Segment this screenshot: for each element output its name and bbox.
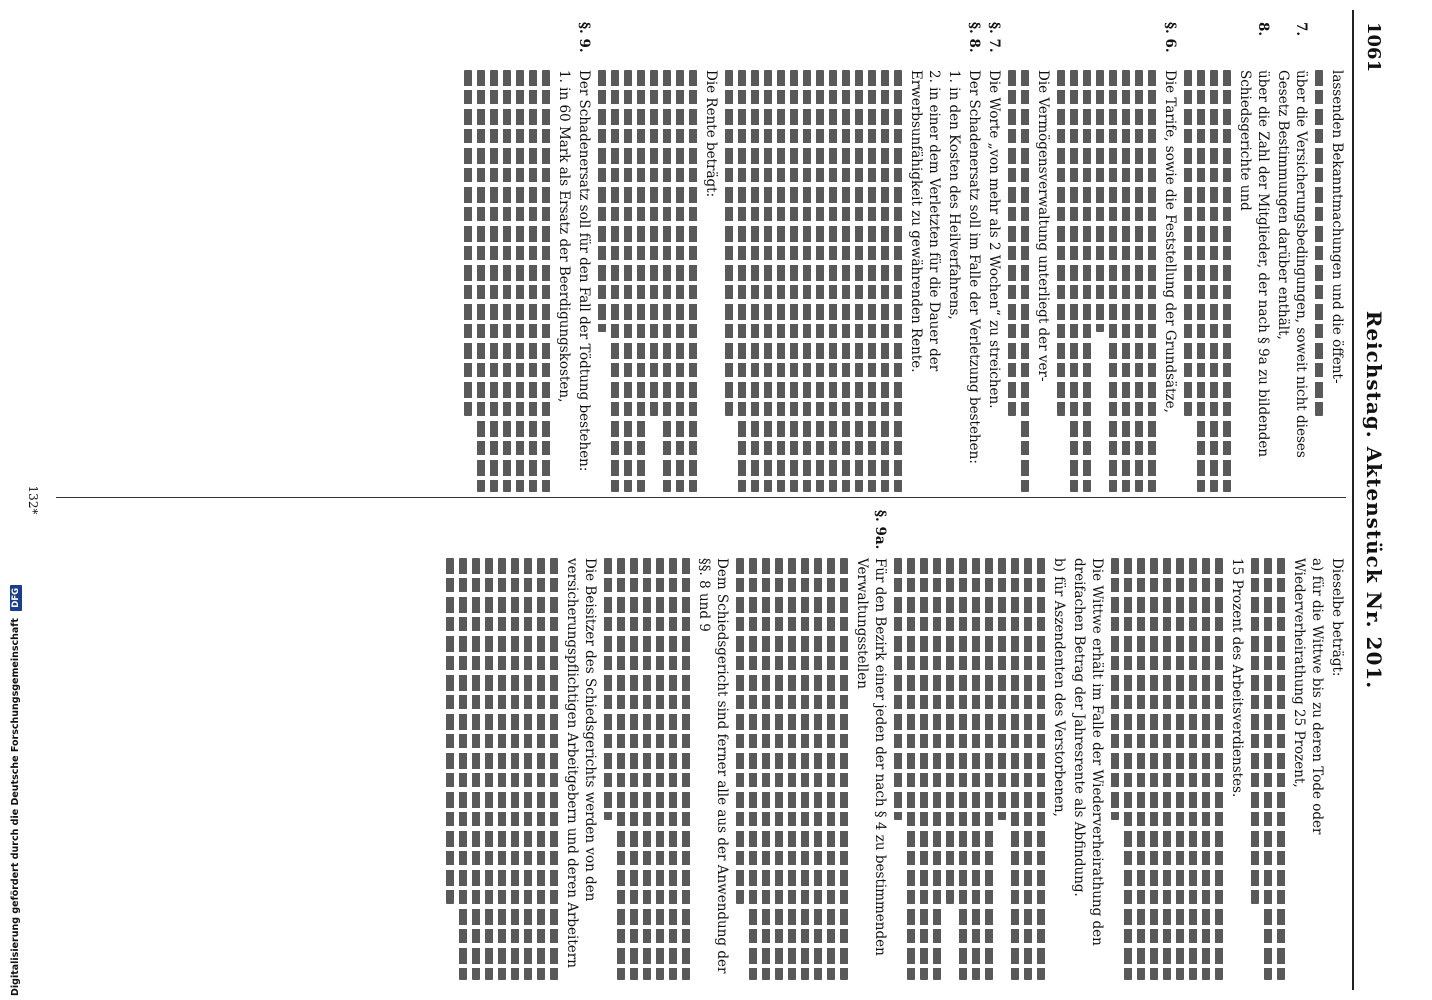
- text-line: [637, 70, 645, 492]
- text-line: [1070, 70, 1078, 492]
- paragraph: §. 6. Die Tarife, sowie die Feststellung der Grundsätze,: [1057, 22, 1179, 492]
- text-line: [894, 70, 902, 492]
- text-line: [550, 558, 558, 980]
- text-line: [630, 558, 638, 980]
- document-page: [2, 0, 1392, 1000]
- text-line: [1150, 558, 1158, 980]
- text-line: [537, 558, 545, 980]
- text-line: [933, 558, 941, 980]
- text-line: [998, 558, 1006, 820]
- text-line: [959, 558, 967, 980]
- paragraph: §. 9. Der Schadenersatz soll für den Fall der Tödtung bestehen:: [576, 22, 592, 472]
- text-line: [524, 558, 532, 980]
- text-line: [611, 70, 619, 492]
- text-line: [516, 70, 524, 492]
- text-line: [762, 558, 770, 980]
- text-line: [1148, 70, 1156, 492]
- paragraph: lassenden Bekanntmachungen und die öffent-: [1315, 22, 1346, 492]
- section-number: §. 9.: [576, 22, 592, 53]
- text-line: [736, 558, 744, 904]
- text-line: [751, 70, 759, 492]
- paragraph: Dem Schiedsgericht sind ferner alle aus der Anwendung der §§. 8 und 9: [604, 510, 731, 980]
- text-line: [446, 558, 454, 904]
- text-line: [1083, 70, 1091, 492]
- text-line: [511, 558, 519, 980]
- text-line: [788, 558, 796, 980]
- text-line: [1021, 70, 1029, 492]
- text-line: [803, 70, 811, 492]
- section-number: 8.: [1255, 22, 1271, 37]
- text-line: [656, 558, 664, 980]
- section-number: §. 8.: [966, 22, 982, 53]
- left-column: [46, 22, 1346, 492]
- text-line: [1122, 70, 1130, 492]
- text-line: [459, 558, 467, 980]
- page-header: [1352, 0, 1386, 1000]
- text-line: [920, 558, 928, 980]
- paragraph: Die Vermögensverwaltung unterliegt der ver-: [1008, 22, 1052, 492]
- text-line: [894, 558, 902, 820]
- text-line: [842, 70, 850, 492]
- text-line: [485, 558, 493, 980]
- text-line: [604, 558, 612, 820]
- digitization-credit: [10, 587, 22, 996]
- text-line: [1111, 558, 1119, 820]
- right-column: [46, 510, 1346, 980]
- text-line: [1215, 558, 1223, 980]
- text-line: [529, 70, 537, 492]
- text-line: [1011, 558, 1019, 980]
- text-line: [1096, 70, 1104, 332]
- text-line: [775, 558, 783, 980]
- text-line: [881, 70, 889, 492]
- paragraph: Die Rente beträgt:: [598, 22, 720, 492]
- text-line: [490, 70, 498, 492]
- text-line: [472, 558, 480, 980]
- text-line: [689, 70, 697, 492]
- signature-mark: 132*: [26, 485, 40, 515]
- section-number: 7.: [1293, 22, 1309, 37]
- paragraph: §. 8. Der Schadenersatz soll im Falle der Verletzung bestehen:: [966, 22, 982, 464]
- text-line: [1137, 558, 1145, 980]
- paragraph: 7. über die Versicherungsbedingungen, soweit nicht dieses Gesetz Bestimmungen darüber enthält,: [1275, 22, 1309, 458]
- text-line: [907, 558, 915, 980]
- text-line: [868, 70, 876, 492]
- text-line: [1210, 70, 1218, 492]
- text-line: [840, 558, 848, 980]
- text-line: [1189, 558, 1197, 980]
- text-line: [676, 70, 684, 492]
- text-line: [503, 70, 511, 492]
- text-line: [801, 558, 809, 980]
- text-line: [682, 558, 690, 980]
- text-line: [738, 70, 746, 492]
- paragraph: Die Wittwe erhält im Falle der Wiederverheirathung den dreifachen Betrag der Jahresrente als Abfindung.: [1071, 558, 1105, 946]
- list-item: 2. in einer dem Verletzten für die Dauer der Erwerbsunfähigkeit zu gewährenden Rente.: [725, 22, 943, 492]
- header-rule: [1352, 10, 1354, 990]
- text-line: [985, 558, 993, 980]
- text-line: [1163, 558, 1171, 980]
- text-line: [814, 558, 822, 980]
- text-line: [1176, 558, 1184, 980]
- text-line: [477, 70, 485, 492]
- text-line: [617, 558, 625, 980]
- text-line: [643, 558, 651, 980]
- text-line: [816, 70, 824, 492]
- text-line: [725, 70, 733, 416]
- paragraph: 8. über die Zahl der Mitglieder, der nach § 9a zu bildenden Schiedsgerichte und: [1184, 22, 1272, 492]
- column-divider: [56, 497, 1346, 498]
- text-line: [1264, 558, 1272, 980]
- text-line: [829, 70, 837, 492]
- text-line: [598, 70, 606, 332]
- text-line: [464, 70, 472, 416]
- text-line: [946, 558, 954, 904]
- paragraph: Dieselbe beträgt:: [1329, 558, 1345, 677]
- text-line: [1037, 558, 1045, 980]
- text-line: [1277, 558, 1285, 980]
- section-number: §. 9a.: [872, 510, 888, 550]
- text-line: [1109, 70, 1117, 492]
- text-line: [1124, 558, 1132, 980]
- page-title: Reichstag. Aktenstück Nr. 201.: [1362, 310, 1386, 690]
- dfg-logo: DFG: [10, 585, 22, 611]
- list-item: 1. in 60 Mark als Ersatz der Beerdigungskosten,: [464, 22, 573, 492]
- credit-text: Digitalisierung gefördert durch die Deutsche Forschungsgemeinschaft: [10, 618, 21, 996]
- text-line: [498, 558, 506, 980]
- text-line: [669, 558, 677, 980]
- text-line: [764, 70, 772, 492]
- text-line: [855, 70, 863, 492]
- section-number: §. 7.: [986, 22, 1002, 53]
- text-line: [1057, 70, 1065, 416]
- list-item: a) für die Wittwe bis zu deren Tode oder Wiederverheirathung 25 Prozent,: [1251, 510, 1326, 980]
- text-line: [1223, 70, 1231, 492]
- page-number: 1061: [1363, 22, 1384, 73]
- text-line: [650, 70, 658, 416]
- text-line: [790, 70, 798, 492]
- text-line: [777, 70, 785, 492]
- text-line: [749, 558, 757, 980]
- paragraph: Die Beisitzer des Schiedsgerichts werden von den versicherungspflichtigen Arbeitgebern und deren Arbeitern: [446, 510, 599, 980]
- text-line: [972, 558, 980, 980]
- text-line: [663, 70, 671, 492]
- list-item: b) für Aszendenten des Verstorbenen,: [894, 510, 1068, 980]
- text-line: [542, 70, 550, 492]
- paragraph: §. 9a. Für den Bezirk einer jeden der nach § 4 zu bestimmenden Verwaltungsstellen: [736, 510, 889, 980]
- text-line: [1024, 558, 1032, 980]
- paragraph: §. 7. Die Worte „von mehr als 2 Wochen“ zu streichen.: [986, 22, 1002, 409]
- text-line: [1315, 70, 1323, 416]
- text-line: [1135, 70, 1143, 492]
- text-line: [624, 70, 632, 492]
- text-line: [827, 558, 835, 980]
- text-line: [1184, 70, 1192, 416]
- text-line: [1008, 70, 1016, 416]
- text-line: [1202, 558, 1210, 980]
- paragraph: 15 Prozent des Arbeitsverdienstes.: [1111, 510, 1246, 980]
- text-line: [1197, 70, 1205, 492]
- section-number: §. 6.: [1162, 22, 1178, 53]
- list-item: 1. in den Kosten des Heilverfahrens,: [946, 70, 962, 320]
- text-line: [1251, 558, 1259, 904]
